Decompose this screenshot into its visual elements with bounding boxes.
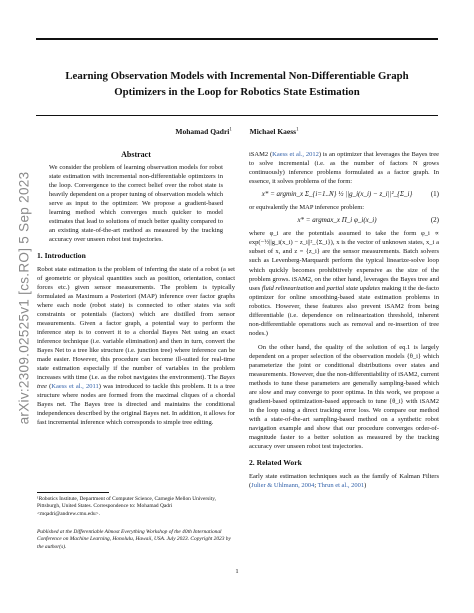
intro-paragraph — [37, 265, 235, 428]
title-bottom-rule — [36, 115, 438, 116]
potentials-paragraph — [249, 229, 439, 338]
citation-link[interactable]: Thrun et al., 2001 — [317, 481, 365, 489]
body-text: making it the de-facto optimizer for online smoothing-based state estimation problems in robotics. However, these features also prevent iSAM2 from being differentiable (i.e. dependence on relinearization threshold, inherent non-differentiable operations such as removal and re-insertion of tree nodes.) — [249, 284, 439, 337]
map-intro-text: or equivalently the MAP inference problem: — [249, 204, 365, 212]
citation-link[interactable]: Kaess et al., 2012 — [272, 151, 319, 158]
equation-1 — [249, 190, 439, 199]
title-top-rule — [36, 38, 438, 40]
arxiv-id: arXiv:2309.02525v1 [cs.RO] 5 Sep 2023 — [16, 171, 32, 425]
body-text: ) — [364, 481, 367, 489]
author-name: Michael Kaess — [249, 127, 297, 136]
equation-2 — [249, 216, 439, 225]
paper-title: Learning Observation Models with Incremental Non-Differentiable Graph Optimizers in the Loop for Robotics State Estimation — [65, 70, 409, 98]
abstract-text: We consider the problem of learning observation models for robot state estimation with incremental non-differentiable optimizers in the loop. Convergence to the correct belief over the robot state is heavily dependent on a proper tuning of observation models which serve as input to the optimizer. We propose a gradient-based learning method which converges much quicker to model estimates that lead to solutions of much better quality compared to an existing state-of-the-art method as measured by the tracking accuracy over unseen robot test trajectories. — [49, 164, 223, 244]
section-heading-related-work: 2. Related Work — [249, 458, 302, 468]
arxiv-stamp — [12, 148, 36, 448]
equation-body: x* = argmin_x Σ_{i=1..N} ½ ||g_i(x_i) − z_i||²_{Σ_i} — [261, 190, 413, 199]
author-list — [36, 127, 438, 136]
citation-link[interactable]: Julier & Uhlmann, 2004 — [251, 481, 315, 489]
affiliation-mark: 1 — [229, 127, 232, 133]
venue-footnote: Published at the Differentiable Almost Everything Workshop of the 40th International Conference on Machine Learning, Honolulu, Hawaii, USA. July 2023. Copyright 2023 by the author(s). — [37, 529, 231, 550]
page-number: 1 — [235, 568, 239, 575]
author-name: Mohamad Qadri — [175, 127, 230, 136]
body-text: and — [313, 284, 327, 292]
emphasis-term: fluid relinearization — [261, 284, 314, 292]
equation-number: (1) — [430, 190, 439, 199]
emphasis-term: partial state updates — [326, 284, 381, 292]
related-work-paragraph — [249, 472, 439, 490]
affiliation-footnote: ¹Robotics Institute, Department of Computer Science, Carnegie Mellon University, Pittsburgh, United States. Correspondence to: Mohamad Qadri <mqadri@andrew.cmu.edu>. — [37, 496, 216, 517]
body-text: ; — [314, 481, 318, 489]
section-heading-introduction: 1. Introduction — [37, 251, 86, 261]
affiliation-mark: 1 — [296, 127, 299, 133]
left-column — [37, 150, 235, 427]
contribution-paragraph: On the other hand, the quality of the solution of eq.1 is largely dependent on a proper selection of the observation models {θ_i} which parameterize the joint or conditional distributions over states and measurements. However, due the non-differentiability of iSAM2, current methods to tune these parameters are generally sampling-based which are slow and may converge to poor optima. In this work, we propose a gradient-based optimization-based approach to tune {θ_i} with iSAM2 in the loop using a direct tracking error loss. We compare our method with a state-of-the-art sampling-based method on a synthetic robot navigation example and show that our procedure converges order-of-magnitude faster to a better solution as measured by the tracking accuracy over unseen robot test trajectories. — [249, 343, 439, 451]
abstract-heading: Abstract — [121, 150, 151, 159]
body-text: ) is an optimizer that leverages the Bayes tree to solve incremental (i.e. as the number of factors N grows continuously) inference problems formulated as a factor graph. In essence, it solves problems of the form: — [249, 151, 439, 186]
right-column — [249, 150, 439, 490]
footnote-rule — [37, 492, 109, 493]
body-text: iSAM2 ( — [249, 151, 273, 158]
intro-text: ) was introduced to tackle this problem. It is a tree structure where nodes are formed from the maximal cliques of a chordal Bayes net. The Bayes tree is directed and maintains the conditional independences described by the original Bayes net. In addition, it allows for fast incremental inference which corresponds to simple tree editing. — [37, 383, 235, 427]
body-text: where φ_i are the potentials assumed to take the form φ_i ∝ exp(−½||g_i(x_i) − z_i||²_{Σ_i}), x is the vector of unknown states, x_i a subset of x, and z = {z_i} are the sensor measurements. Batch solvers such as Levenberg-Marquardt perform the typical linearize-solve loop which quickly becomes prohibitively expensive as the size of the problem grows. iSAM2, on the other hand, leverages the Bayes tree and uses — [249, 230, 439, 292]
body-text: Early state estimation techniques such as the family of Kalman Filters ( — [249, 472, 439, 489]
intro-text: Robot state estimation is the problem of inferring the state of a robot (a set of geometric or physical quantities such as position, orientation, contact forces etc.) given sensor measurements. The problem is typically formulated as Maximum a Posteriori (MAP) inference over factor graphs where each node (robot state) is connected to other states via soft constraints or potentials (factors) which are distilled from sensor measurements. Given a factor graph, a potential way to perform the inference step is to convert it to a chordal Bayes Net using an exact inference technique (i.e. variable elimination) and then in turn, convert the Bayes Net to a tree like structure (i.e. junction tree) where inference can be made easier. However, this procedure can become ill-suited for real-time state estimation especially if the number of variables in the problem increases with time (i.e. as the robot navigates the environment). The — [37, 265, 235, 382]
intro-text: ( — [46, 383, 52, 391]
isam2-paragraph — [249, 150, 439, 186]
equation-body: x* = argmax_x Π_i φ_i(x_i) — [297, 216, 377, 225]
bayes-tree-term: Bayes tree — [37, 374, 235, 391]
equation-number: (2) — [430, 216, 439, 225]
citation-link[interactable]: Kaess et al., 2011 — [51, 383, 99, 391]
